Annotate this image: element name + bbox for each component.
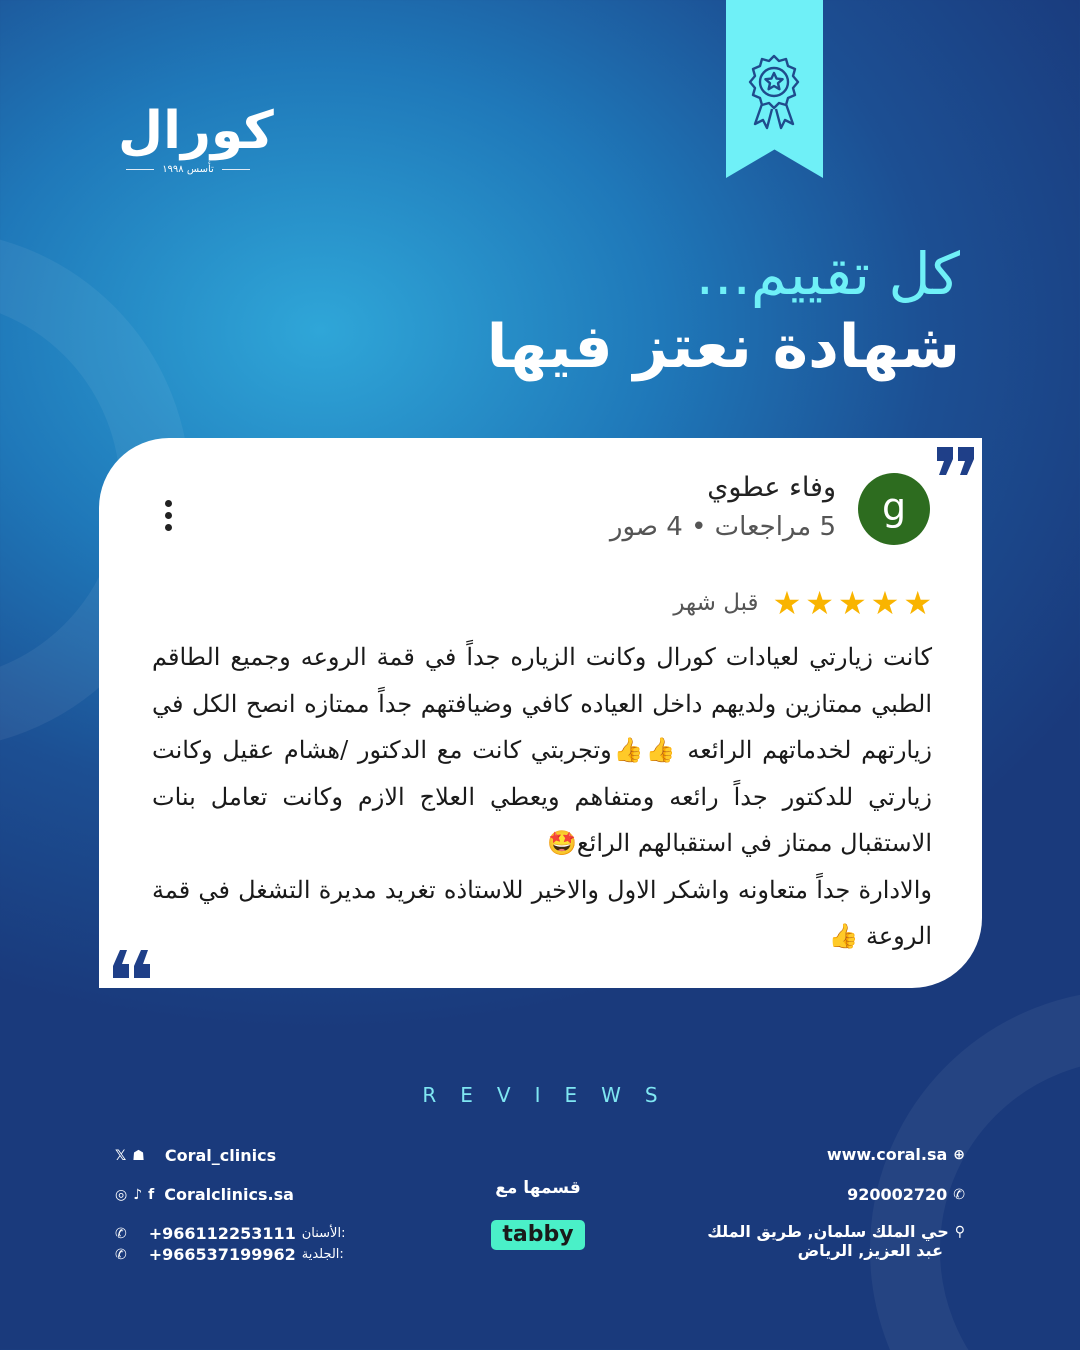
brand-logo [118, 100, 274, 175]
snapchat-icon[interactable]: ☗ [132, 1147, 145, 1164]
phone-row [847, 1185, 965, 1204]
review-paragraph: والادارة جداً متعاونه واشكر الاول والاخير للاستاذه تغريد مديرة التشغل في قمة الروعة 👍 [152, 875, 932, 950]
split-label: قسمها مع [495, 1178, 581, 1198]
instagram-icon[interactable]: ◎ [115, 1186, 128, 1203]
more-options-icon[interactable] [165, 500, 173, 536]
location-pin-icon: ⚲ [954, 1223, 965, 1240]
review-text [152, 634, 932, 960]
whatsapp-icon[interactable]: ✆ [115, 1225, 127, 1242]
dental-label: الأسنان: [301, 1226, 346, 1241]
logo-tagline: تأسس ١٩٩٨ [162, 164, 214, 175]
headline-line1: كل تقييم... [695, 240, 960, 308]
x-icon[interactable]: 𝕏 [115, 1147, 127, 1164]
website-row [827, 1145, 965, 1164]
derma-phone-row [115, 1245, 344, 1264]
tabby-logo: tabby [491, 1220, 585, 1250]
facebook-icon[interactable]: f [148, 1186, 155, 1203]
website-link[interactable]: www.coral.sa [826, 1145, 948, 1164]
award-badge-icon [744, 52, 804, 132]
headline-line2: شهادة نعتز فيها [486, 312, 960, 382]
dental-phone[interactable]: +966112253111 [148, 1224, 296, 1243]
review-card [99, 438, 982, 988]
phone-icon: ✆ [953, 1186, 965, 1203]
review-time: قبل شهر [673, 590, 759, 616]
quote-close-icon [110, 948, 152, 980]
star-icon: ★ [870, 584, 900, 622]
social-handle-2[interactable]: Coralclinics.sa [164, 1185, 294, 1204]
section-label: REVIEWS [422, 1083, 682, 1107]
social-row-2 [115, 1185, 294, 1204]
address [665, 1222, 965, 1260]
reviewer-meta: 5 مراجعات • 4 صور [609, 512, 836, 542]
decorative-arc [870, 990, 1080, 1350]
whatsapp-icon[interactable]: ✆ [115, 1246, 127, 1263]
divider [126, 169, 154, 170]
tiktok-icon[interactable]: ♪ [133, 1186, 143, 1203]
award-ribbon [726, 0, 823, 178]
review-paragraph: كانت زيارتي لعيادات كورال وكانت الزياره جداً في قمة الروعه وجميع الطاقم الطبي ممتازين ولديهم داخل العياده كافي وضيافتهم جداً ممتازه انصح الكل في زيارتهم لخدماتهم الرائعه 👍👍وتجربتي كانت مع الدكتور /هشام عقيل وكانت زيارتي للدكتور جداً رائعه ومتفاهم ويعطي العلاج الازم وكانت تعامل بنات الاستقبال ممتاز في استقبالهم الرائع🤩 [152, 643, 932, 857]
social-row-1 [115, 1146, 276, 1165]
phone-number[interactable]: 920002720 [847, 1185, 948, 1204]
star-icon: ★ [837, 584, 867, 622]
star-rating [773, 586, 932, 620]
logo-tagline-row [118, 164, 258, 175]
social-handle[interactable]: Coral_clinics [164, 1146, 277, 1165]
derma-phone[interactable]: +966537199962 [148, 1245, 296, 1264]
address-line2: عبد العزيز, الرياض [797, 1241, 943, 1260]
star-icon: ★ [903, 584, 932, 622]
divider [222, 169, 250, 170]
star-icon: ★ [772, 584, 802, 622]
derma-label: الجلدية: [301, 1247, 344, 1262]
reviewer-name: وفاء عطوي [707, 472, 836, 503]
avatar: g [858, 473, 930, 545]
quote-open-icon [935, 445, 977, 477]
logo-text: كورال [118, 101, 274, 161]
dental-phone-row [115, 1224, 345, 1243]
address-line1: حي الملك سلمان, طريق الملك [707, 1222, 949, 1241]
rating-row [673, 586, 932, 620]
star-icon: ★ [805, 584, 834, 622]
globe-icon: ⊕ [953, 1146, 965, 1163]
